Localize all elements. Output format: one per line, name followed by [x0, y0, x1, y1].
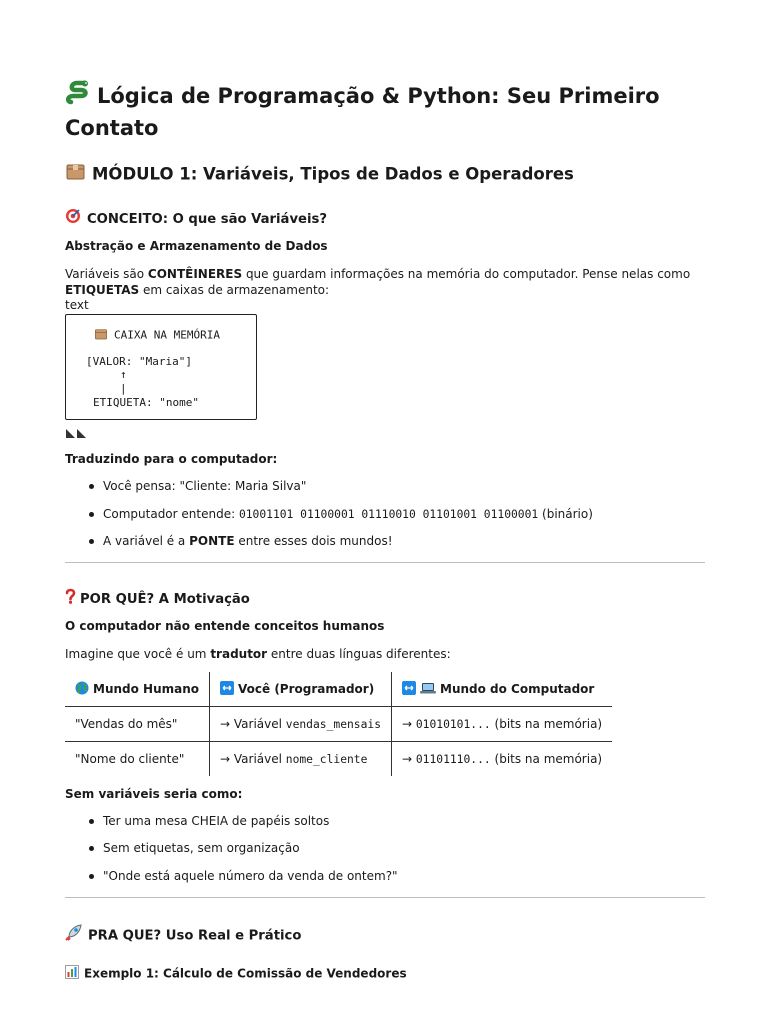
box-value: [VALOR: "Maria"] — [86, 355, 192, 368]
table-row — [65, 707, 612, 742]
module-heading-text: MÓDULO 1: Variáveis, Tipos de Dados e Operadores — [92, 164, 574, 184]
list-item — [103, 813, 329, 829]
code-language-label: text — [65, 298, 89, 312]
cell-text: (bits na memória) — [490, 752, 603, 766]
cell-text: → Variável — [220, 717, 286, 731]
bits-code: 01010101... — [415, 718, 491, 731]
without-heading: Sem variáveis seria como: — [65, 787, 243, 801]
intro-bold: ETIQUETAS — [65, 283, 140, 297]
conceito-subheading: Abstração e Armazenamento de Dados — [65, 239, 328, 253]
translation-table — [65, 672, 612, 776]
cell-text: → — [402, 752, 416, 766]
list-item-text: Computador entende: — [103, 507, 239, 521]
table-header-computer — [392, 672, 613, 707]
table-cell — [210, 707, 392, 742]
divider — [65, 562, 705, 563]
table-cell: "Nome do cliente" — [65, 742, 210, 777]
example-1-text: Exemplo 1: Cálculo de Comissão de Vendedores — [84, 966, 407, 981]
cell-text: (bits na memória) — [490, 717, 603, 731]
list-item — [103, 533, 393, 549]
globe-icon — [75, 681, 89, 698]
variable-code: nome_cliente — [285, 753, 368, 766]
porque-intro — [65, 646, 705, 662]
table-cell — [392, 707, 613, 742]
example-1-heading — [65, 965, 407, 983]
cell-text: → Variável — [220, 752, 286, 766]
module-heading — [65, 161, 574, 189]
package-icon — [65, 161, 86, 189]
bits-code: 01101110... — [415, 753, 491, 766]
box-header-text: CAIXA NA MEMÓRIA — [114, 328, 220, 342]
divider — [65, 897, 705, 898]
intro-text: entre duas línguas diferentes: — [267, 647, 451, 661]
list-item-text: Você pensa: "Cliente: Maria Silva" — [103, 479, 307, 493]
list-item-text: A variável é a — [103, 534, 190, 548]
praque-heading-text: PRA QUE? Uso Real e Prático — [88, 928, 302, 944]
left-right-arrow-icon — [220, 681, 234, 698]
question-mark-icon — [65, 588, 76, 610]
laptop-icon — [420, 681, 436, 698]
table-cell: "Vendas do mês" — [65, 707, 210, 742]
intro-text: que guardam informações na memória do computador. Pense nelas como — [242, 267, 691, 281]
intro-bold: tradutor — [210, 647, 268, 661]
list-item-text: Sem etiquetas, sem organização — [103, 841, 300, 855]
translate-heading: Traduzindo para o computador: — [65, 452, 278, 466]
target-icon — [65, 208, 81, 230]
box-pipe: | — [120, 382, 127, 395]
table-cell — [210, 742, 392, 777]
page-title — [65, 80, 685, 143]
wrap-icon — [65, 424, 89, 443]
porque-subheading: O computador não entende conceitos humanos — [65, 619, 385, 633]
box-arrow: ↑ — [120, 368, 127, 381]
conceito-intro — [65, 266, 705, 298]
conceito-heading — [65, 208, 327, 230]
table-header-programmer — [210, 672, 392, 707]
list-item — [103, 840, 300, 856]
intro-text: Imagine que você é um — [65, 647, 211, 661]
header-text: Mundo Humano — [93, 681, 200, 696]
header-text: Você (Programador) — [238, 681, 375, 696]
bar-chart-icon — [65, 965, 79, 983]
table-cell — [392, 742, 613, 777]
table-header-human — [65, 672, 210, 707]
page-title-text: Lógica de Programação & Python: Seu Primeiro Contato — [65, 84, 660, 140]
conceito-heading-text: CONCEITO: O que são Variáveis? — [87, 212, 328, 227]
box-header — [94, 327, 284, 344]
list-item — [103, 868, 398, 884]
porque-heading — [65, 588, 250, 610]
package-icon — [94, 327, 108, 344]
intro-bold: CONTÊINERES — [147, 267, 243, 281]
list-item-text: (binário) — [538, 507, 593, 521]
table-header-row — [65, 672, 612, 707]
intro-text: Variáveis são — [65, 267, 148, 281]
list-item — [103, 506, 593, 523]
list-item-text: entre esses dois mundos! — [234, 534, 393, 548]
left-right-arrow-icon — [402, 681, 416, 698]
porque-heading-text: POR QUÊ? A Motivação — [80, 592, 250, 607]
intro-text: em caixas de armazenamento: — [139, 283, 330, 297]
list-item-bold: PONTE — [189, 534, 235, 548]
binary-code: 01001101 01100001 01110010 01101001 01100001 — [238, 508, 539, 521]
list-item — [103, 478, 306, 494]
list-item-text: "Onde está aquele número da venda de ontem?" — [103, 869, 398, 883]
memory-box-diagram — [65, 314, 257, 420]
variable-code: vendas_mensais — [285, 718, 381, 731]
table-row — [65, 742, 612, 777]
box-label: ETIQUETA: "nome" — [93, 396, 199, 409]
list-item-text: Ter uma mesa CHEIA de papéis soltos — [103, 814, 330, 828]
cell-text: → — [402, 717, 416, 731]
snake-icon — [65, 80, 91, 114]
rocket-icon — [65, 924, 82, 947]
header-text: Mundo do Computador — [440, 681, 595, 696]
praque-heading — [65, 924, 301, 947]
